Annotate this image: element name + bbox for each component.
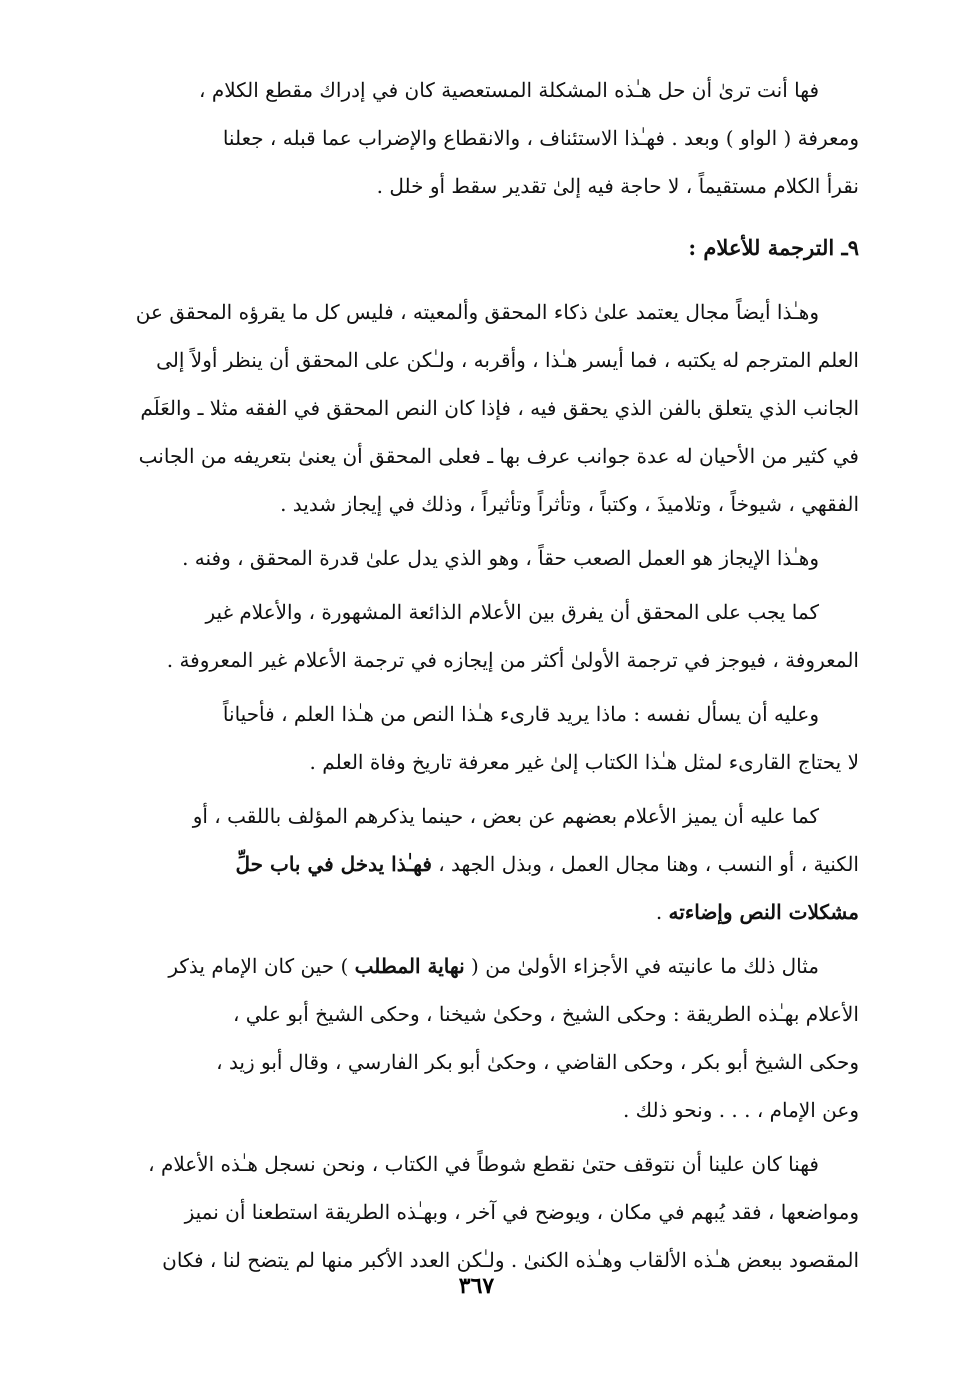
text-line: الجانب الذي يتعلق بالفن الذي يحقق فيه ، فإذا كان النص المحقق في الفقه مثلا ـ والعَلَم: [140, 396, 859, 420]
section-paragraph: [94, 942, 859, 1134]
text-line: ومواضعها ، فقد يُبهم في مكان ، ويوضح في آخر ، وبهـٰذه الطريقة استطعنا أن نميز: [184, 1200, 859, 1224]
text-line: [94, 888, 859, 936]
section-paragraph: [94, 534, 859, 582]
intro-paragraph: [94, 66, 859, 210]
text-line: كما يجب على المحقق أن يفرق بين الأعلام الذائعة المشهورة ، والأعلام غير: [205, 600, 819, 624]
page-number: ٣٦٧: [458, 1273, 495, 1298]
text-line: وحكى الشيخ أبو بكر ، وحكى القاضي ، وحكىٰ أبو بكر الفارسي ، وقال أبو زيد ،: [216, 1050, 859, 1074]
text-line: كما عليه أن يميز الأعلام بعضهم عن بعض ، حينما يذكرهم المؤلف باللقب ، أو: [192, 804, 819, 828]
book-title: نهاية المطلب: [354, 954, 465, 978]
text-line: فها أنت ترىٰ أن حل هـٰذه المشكلة المستعصية كان في إدراك مقطع الكلام ،: [199, 78, 819, 102]
text-line: وهـٰذا أيضاً مجال يعتمد علىٰ ذكاء المحقق وألمعيته ، فليس كل ما يقرؤه المحقق عن: [135, 300, 819, 324]
plain-text: .: [655, 900, 669, 924]
text-line: المقصود ببعض هـٰذه الألقاب وهـٰذه الكنىٰ . ولـٰكن العدد الأكبر منها لم يتضح لنا ، فكان: [162, 1248, 859, 1272]
text-line: المعروفة ، فيوجز في ترجمة الأولىٰ أكثر من إيجازه في ترجمة الأعلام غير المعروفة .: [166, 648, 859, 672]
text-line: نقرأ الكلام مستقيماً ، لا حاجة فيه إلىٰ تقدير سقط أو خلل .: [376, 174, 859, 198]
bold-text: فهـٰذا يدخل في باب حلِّ: [235, 852, 432, 876]
bold-text: مشكلات النص وإضاءته: [668, 900, 859, 924]
text-line: في كثير من الأحيان له عدة جوانب عرف بها ـ فعلى المحقق أن يعنىٰ بتعريفه من الجانب: [138, 444, 859, 468]
text-line: وعن الإمام ، . . . ونحو ذلك .: [622, 1098, 859, 1122]
text-line: الفقهي ، شيوخاً ، وتلاميذَ ، وكتباً ، وتأثراً وتأثيراً ، وذلك في إيجاز شديد .: [280, 492, 859, 516]
text-line: لا يحتاج القارىء لمثل هـٰذا الكتاب إلىٰ غير معرفة تاريخ وفاة العلم .: [309, 750, 859, 774]
section-paragraph: [94, 1140, 859, 1284]
text-line: [94, 840, 859, 888]
section-paragraph: [94, 690, 859, 786]
plain-text: مثال ذلك ما عانيته في الأجزاء الأولىٰ من (: [464, 954, 819, 978]
section-paragraph: [94, 288, 859, 528]
text-line: العلم المترجم له يكتبه ، فما أيسر هـٰذا ، وأقربه ، ولـٰكن على المحقق أن ينظر أولاً إلى: [156, 348, 859, 372]
text-line: وهـٰذا الإيجاز هو العمل الصعب حقاً ، وهو الذي يدل علىٰ قدرة المحقق ، وفنه .: [182, 546, 819, 570]
section-paragraph: [94, 792, 859, 936]
section-heading: ٩ـ الترجمة للأعلام :: [688, 235, 859, 260]
text-line: وعليه أن يسأل نفسه : ماذا يريد قارىء هـٰذا النص من هـٰذا العلم ، فأحياناً: [222, 702, 819, 726]
text-line: فهنا كان علينا أن نتوقف حتىٰ نقطع شوطاً في الكتاب ، ونحن نسجل هـٰذه الأعلام ،: [148, 1152, 819, 1176]
plain-text: ) حين كان الإمام يذكر: [168, 954, 355, 978]
text-line: ومعرفة ( الواو ) وبعد . فهـٰذا الاستئناف ، والانقطاع والإضراب عما قبله ، جعلنا: [222, 126, 859, 150]
section-paragraph: [94, 588, 859, 684]
plain-text: الكنية ، أو النسب ، وهنا مجال العمل ، وبذل الجهد ،: [431, 852, 859, 876]
text-line: [94, 942, 859, 990]
text-line: الأعلام بهـٰذه الطريقة : وحكى الشيخ ، وحكىٰ شيخنا ، وحكى الشيخ أبو علي ،: [232, 1002, 859, 1026]
